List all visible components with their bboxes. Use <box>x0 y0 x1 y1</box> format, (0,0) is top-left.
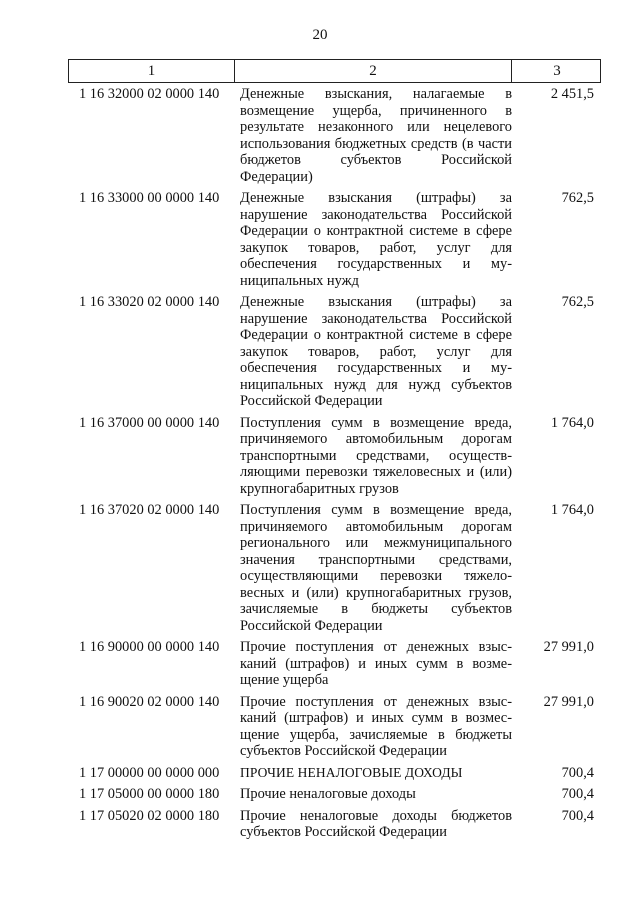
row-name: ПРОЧИЕ НЕНАЛОГОВЫЕ ДОХОДЫ <box>240 764 463 780</box>
header-col-2: 2 <box>234 60 511 82</box>
row-name: Денежные взыскания (штрафы) за нарушение законодательства Российской Федерации о контрактной системе в сфере закупок товаров, работ, услуг для обеспечения государственных и муниципальных нужд <box>240 190 512 289</box>
row-code: 1 16 90000 00 0000 140 <box>79 639 220 655</box>
row-code: 1 16 37000 00 0000 140 <box>79 414 220 431</box>
row-amount: 762,5 <box>561 190 594 206</box>
row-name: Прочие поступления от денежных взысканий (штрафов) и иных сумм в возмесщение ущерба, зачисляемые в бюджеты субъектов Российской Федерации <box>240 693 512 759</box>
table-row <box>68 415 601 498</box>
table-row <box>68 86 601 185</box>
row-code: 1 16 37020 02 0000 140 <box>79 502 220 518</box>
row-amount: 27 991,0 <box>543 639 594 655</box>
table-row <box>68 694 601 760</box>
row-amount: 700,4 <box>561 764 594 781</box>
row-name: Денежные взыскания (штрафы) за нарушение законодательства Российской Федерации о контрактной системе в сфере закупок товаров, работ, услуг для обеспечения государственных и муниципальных нужд для нужд субъектов Российской Федерации <box>240 294 512 409</box>
row-amount: 2 451,5 <box>550 86 594 102</box>
table-row <box>68 294 601 410</box>
page-number: 20 <box>312 27 328 43</box>
row-code: 1 17 05000 00 0000 180 <box>79 786 220 802</box>
row-code: 1 16 33000 00 0000 140 <box>79 190 220 206</box>
row-amount: 700,4 <box>561 786 594 802</box>
row-name: Прочие поступления от денежных взысканий (штрафов) и иных сумм в возмещение ущерба <box>240 639 512 688</box>
row-amount: 762,5 <box>561 294 594 310</box>
row-name: Денежные взыскания, налагаемые в возмещение ущерба, причиненного в результате незаконного или нецелевого использования бюджетных средств (в части бюджетов субъектов Российской Федерации) <box>240 86 512 185</box>
row-name: Прочие неналоговые доходы бюджетов субъектов Российской Федерации <box>240 807 512 840</box>
table-row <box>68 765 601 782</box>
row-name: Поступления сумм в возмещение вреда, причиняемого автомобильным дорогам регионального или межмуниципального значения транспортными средствами, осуществляющими перевозки тяжеловесных и (или) крупногабаритных грузов, зачисляемые в бюджеты субъектов Российской Федерации <box>240 502 512 634</box>
row-code: 1 17 00000 00 0000 000 <box>79 764 220 781</box>
row-code: 1 17 05020 02 0000 180 <box>79 807 220 824</box>
row-code: 1 16 33020 02 0000 140 <box>79 294 220 310</box>
table-row <box>68 502 601 634</box>
table-header <box>68 59 601 83</box>
table-body <box>68 86 601 841</box>
row-amount: 700,4 <box>561 807 594 824</box>
row-amount: 1 764,0 <box>550 414 594 431</box>
header-col-3: 3 <box>511 60 602 82</box>
row-amount: 27 991,0 <box>543 693 594 710</box>
header-col-1: 1 <box>147 62 156 79</box>
row-code: 1 16 90020 02 0000 140 <box>79 693 220 710</box>
revenue-table <box>68 59 601 846</box>
row-name: Прочие неналоговые доходы <box>240 786 416 802</box>
table-row <box>68 808 601 841</box>
row-name: Поступления сумм в возмещение вреда, причиняемого автомобильным дорогам транспортными средствами, осуществляющими перевозки тяжеловесных и (или) крупногабаритных грузов <box>240 414 512 497</box>
row-amount: 1 764,0 <box>550 502 594 518</box>
table-row <box>68 190 601 289</box>
table-row <box>68 639 601 689</box>
table-row <box>68 786 601 803</box>
row-code: 1 16 32000 02 0000 140 <box>79 86 220 102</box>
